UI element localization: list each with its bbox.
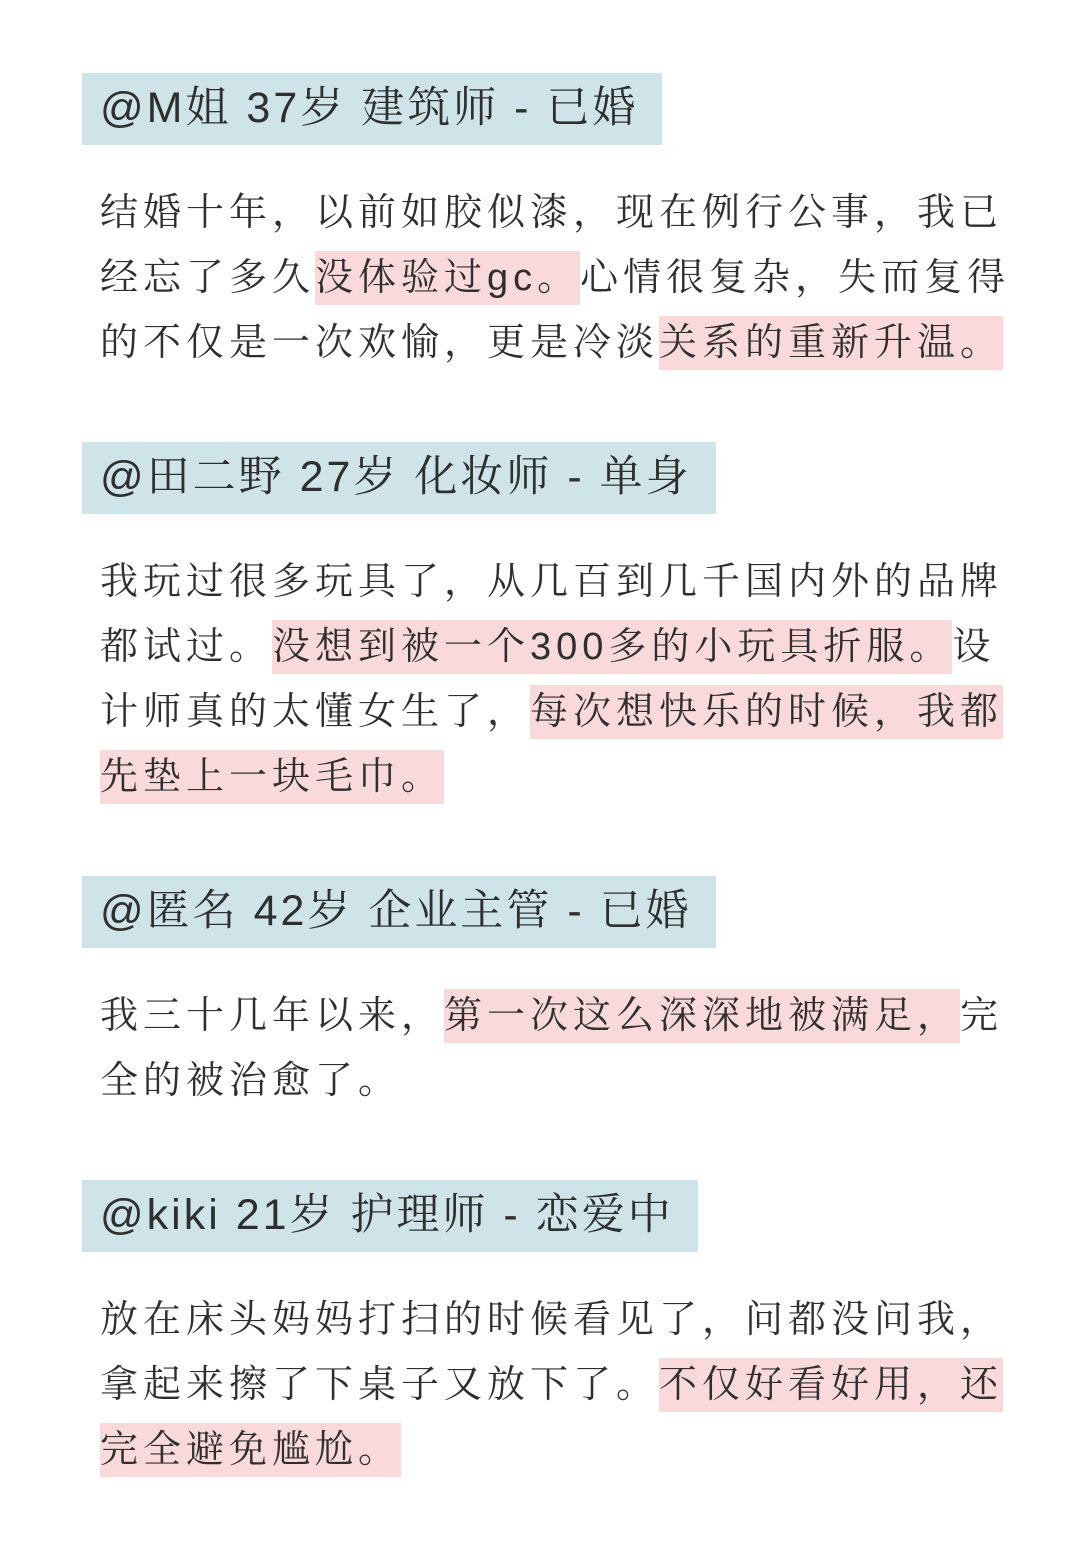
testimonial-section-1 <box>82 73 1010 376</box>
highlighted-text-segment: 没体验过gc。 <box>315 251 580 305</box>
testimonial-header-2: @田二野 27岁 化妆师 - 单身 <box>82 442 716 514</box>
testimonial-body-4 <box>100 1288 1012 1483</box>
testimonial-body-1 <box>100 181 1012 376</box>
text-segment: 心情很复杂，失而复得的不仅是一次欢愉，更是冷淡 <box>100 257 1011 364</box>
text-segment: 我玩过很多玩具了，从几百到几千国内外的品牌都试过。 <box>100 561 1004 668</box>
text-segment: 放在床头妈妈打扫的时候看见了，问都没问我，拿起来擦了下桌子又放下了。 <box>100 1299 1004 1406</box>
testimonial-section-2 <box>82 442 1010 810</box>
highlighted-text-segment: 每次想快乐的时候，我都先垫上一块毛巾。 <box>100 685 1003 804</box>
testimonial-body-2 <box>100 550 1012 810</box>
highlighted-text-segment: 关系的重新升温。 <box>659 316 1003 370</box>
text-segment: 我三十几年以来， <box>100 995 445 1037</box>
testimonial-section-3 <box>82 876 1010 1114</box>
testimonial-body-3 <box>100 984 1012 1114</box>
testimonial-header-1: @M姐 37岁 建筑师 - 已婚 <box>82 73 662 145</box>
text-segment: 结婚十年，以前如胶似漆，现在例行公事，我已经忘了多久 <box>100 192 1004 299</box>
testimonial-section-4 <box>82 1180 1010 1483</box>
text-segment: 设计师真的太懂女生了， <box>100 626 996 733</box>
highlighted-text-segment: 没想到被一个300多的小玩具折服。 <box>272 620 952 674</box>
text-segment: 完全的被治愈了。 <box>100 995 1004 1102</box>
highlighted-text-segment: 不仅好看好用，还完全避免尴尬。 <box>100 1358 1003 1477</box>
highlighted-text-segment: 第一次这么深深地被满足， <box>444 989 960 1043</box>
testimonial-header-3: @匿名 42岁 企业主管 - 已婚 <box>82 876 716 948</box>
testimonial-header-4: @kiki 21岁 护理师 - 恋爱中 <box>82 1180 698 1252</box>
